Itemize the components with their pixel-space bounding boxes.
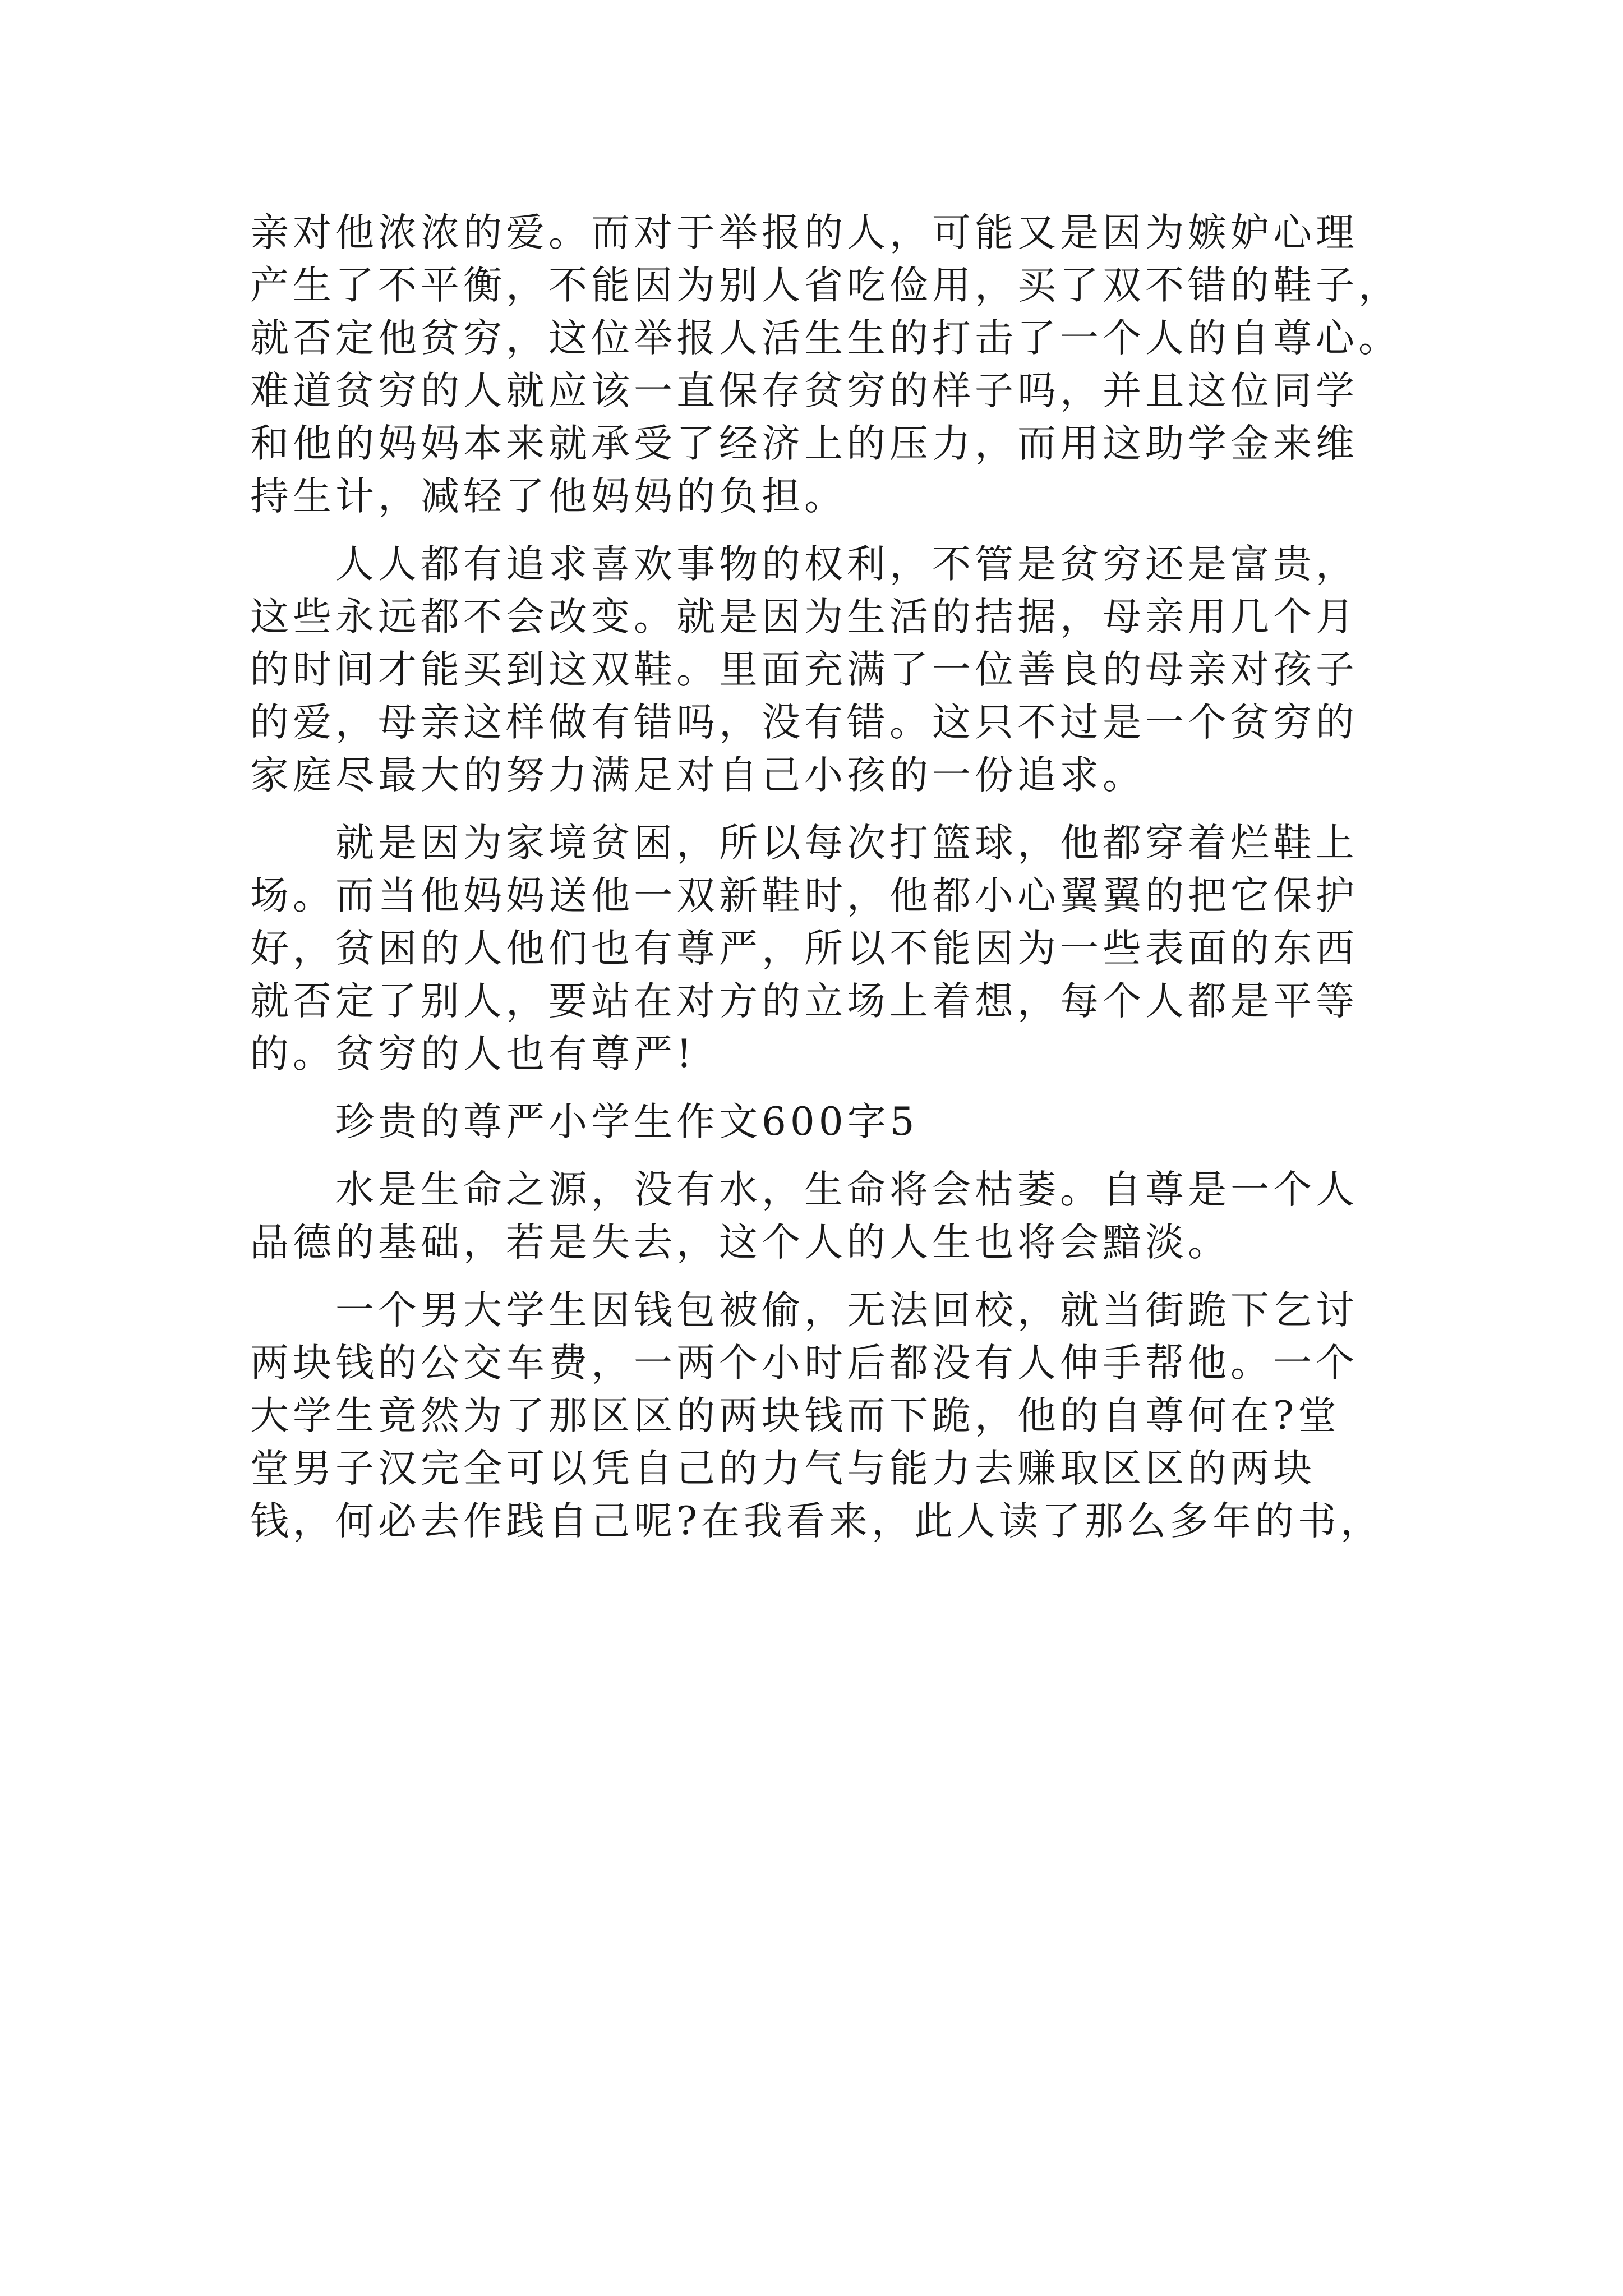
- text-line: 堂男子汉完全可以凭自己的力气与能力去赚取区区的两块: [250, 1446, 1316, 1491]
- text-line: 的时间才能买到这双鞋。里面充满了一位善良的母亲对孩子: [250, 647, 1358, 692]
- text-line: 两块钱的公交车费，一两个小时后都没有人伸手帮他。一个: [250, 1341, 1358, 1386]
- text-line: 就否定他贫穷，这位举报人活生生的打击了一个人的自尊心。: [250, 316, 1401, 361]
- text-line: 持生计，减轻了他妈妈的负担。: [250, 474, 847, 519]
- text-line: 亲对他浓浓的爱。而对于举报的人，可能又是因为嫉妒心理: [250, 210, 1358, 255]
- text-line: 产生了不平衡，不能因为别人省吃俭用，买了双不错的鞋子，: [250, 263, 1401, 308]
- text-line: 水是生命之源，没有水，生命将会枯萎。自尊是一个人: [335, 1167, 1358, 1212]
- text-line: 钱，何必去作践自己呢?在我看来，此人读了那么多年的书，: [250, 1499, 1383, 1544]
- text-line: 就是因为家境贫困，所以每次打篮球，他都穿着烂鞋上: [335, 821, 1358, 866]
- text-line: 就否定了别人，要站在对方的立场上着想，每个人都是平等: [250, 979, 1358, 1024]
- text-line: 难道贫穷的人就应该一直保存贫穷的样子吗，并且这位同学: [250, 369, 1358, 413]
- text-line: 一个男大学生因钱包被偷，无法回校，就当街跪下乞讨: [335, 1288, 1358, 1333]
- text-line: 的爱，母亲这样做有错吗，没有错。这只不过是一个贫穷的: [250, 700, 1358, 745]
- document-body: [250, 206, 1433, 1548]
- text-line: 和他的妈妈本来就承受了经济上的压力，而用这助学金来维: [250, 421, 1358, 466]
- text-line: 大学生竟然为了那区区的两块钱而下跪，他的自尊何在?堂: [250, 1393, 1340, 1438]
- text-line: 好，贫困的人他们也有尊严，所以不能因为一些表面的东西: [250, 926, 1358, 971]
- text-line: 珍贵的尊严小学生作文600字5: [335, 1099, 919, 1144]
- text-line: 这些永远都不会改变。就是因为生活的拮据，母亲用几个月: [250, 595, 1358, 639]
- text-line: 场。而当他妈妈送他一双新鞋时，他都小心翼翼的把它保护: [250, 873, 1358, 918]
- text-line: 家庭尽最大的努力满足对自己小孩的一份追求。: [250, 753, 1145, 798]
- text-line: 品德的基础，若是失去，这个人的人生也将会黯淡。: [250, 1220, 1230, 1265]
- text-line: 人人都有追求喜欢事物的权利，不管是贫穷还是富贵，: [335, 542, 1358, 587]
- text-line: 的。贫穷的人也有尊严!: [250, 1032, 696, 1076]
